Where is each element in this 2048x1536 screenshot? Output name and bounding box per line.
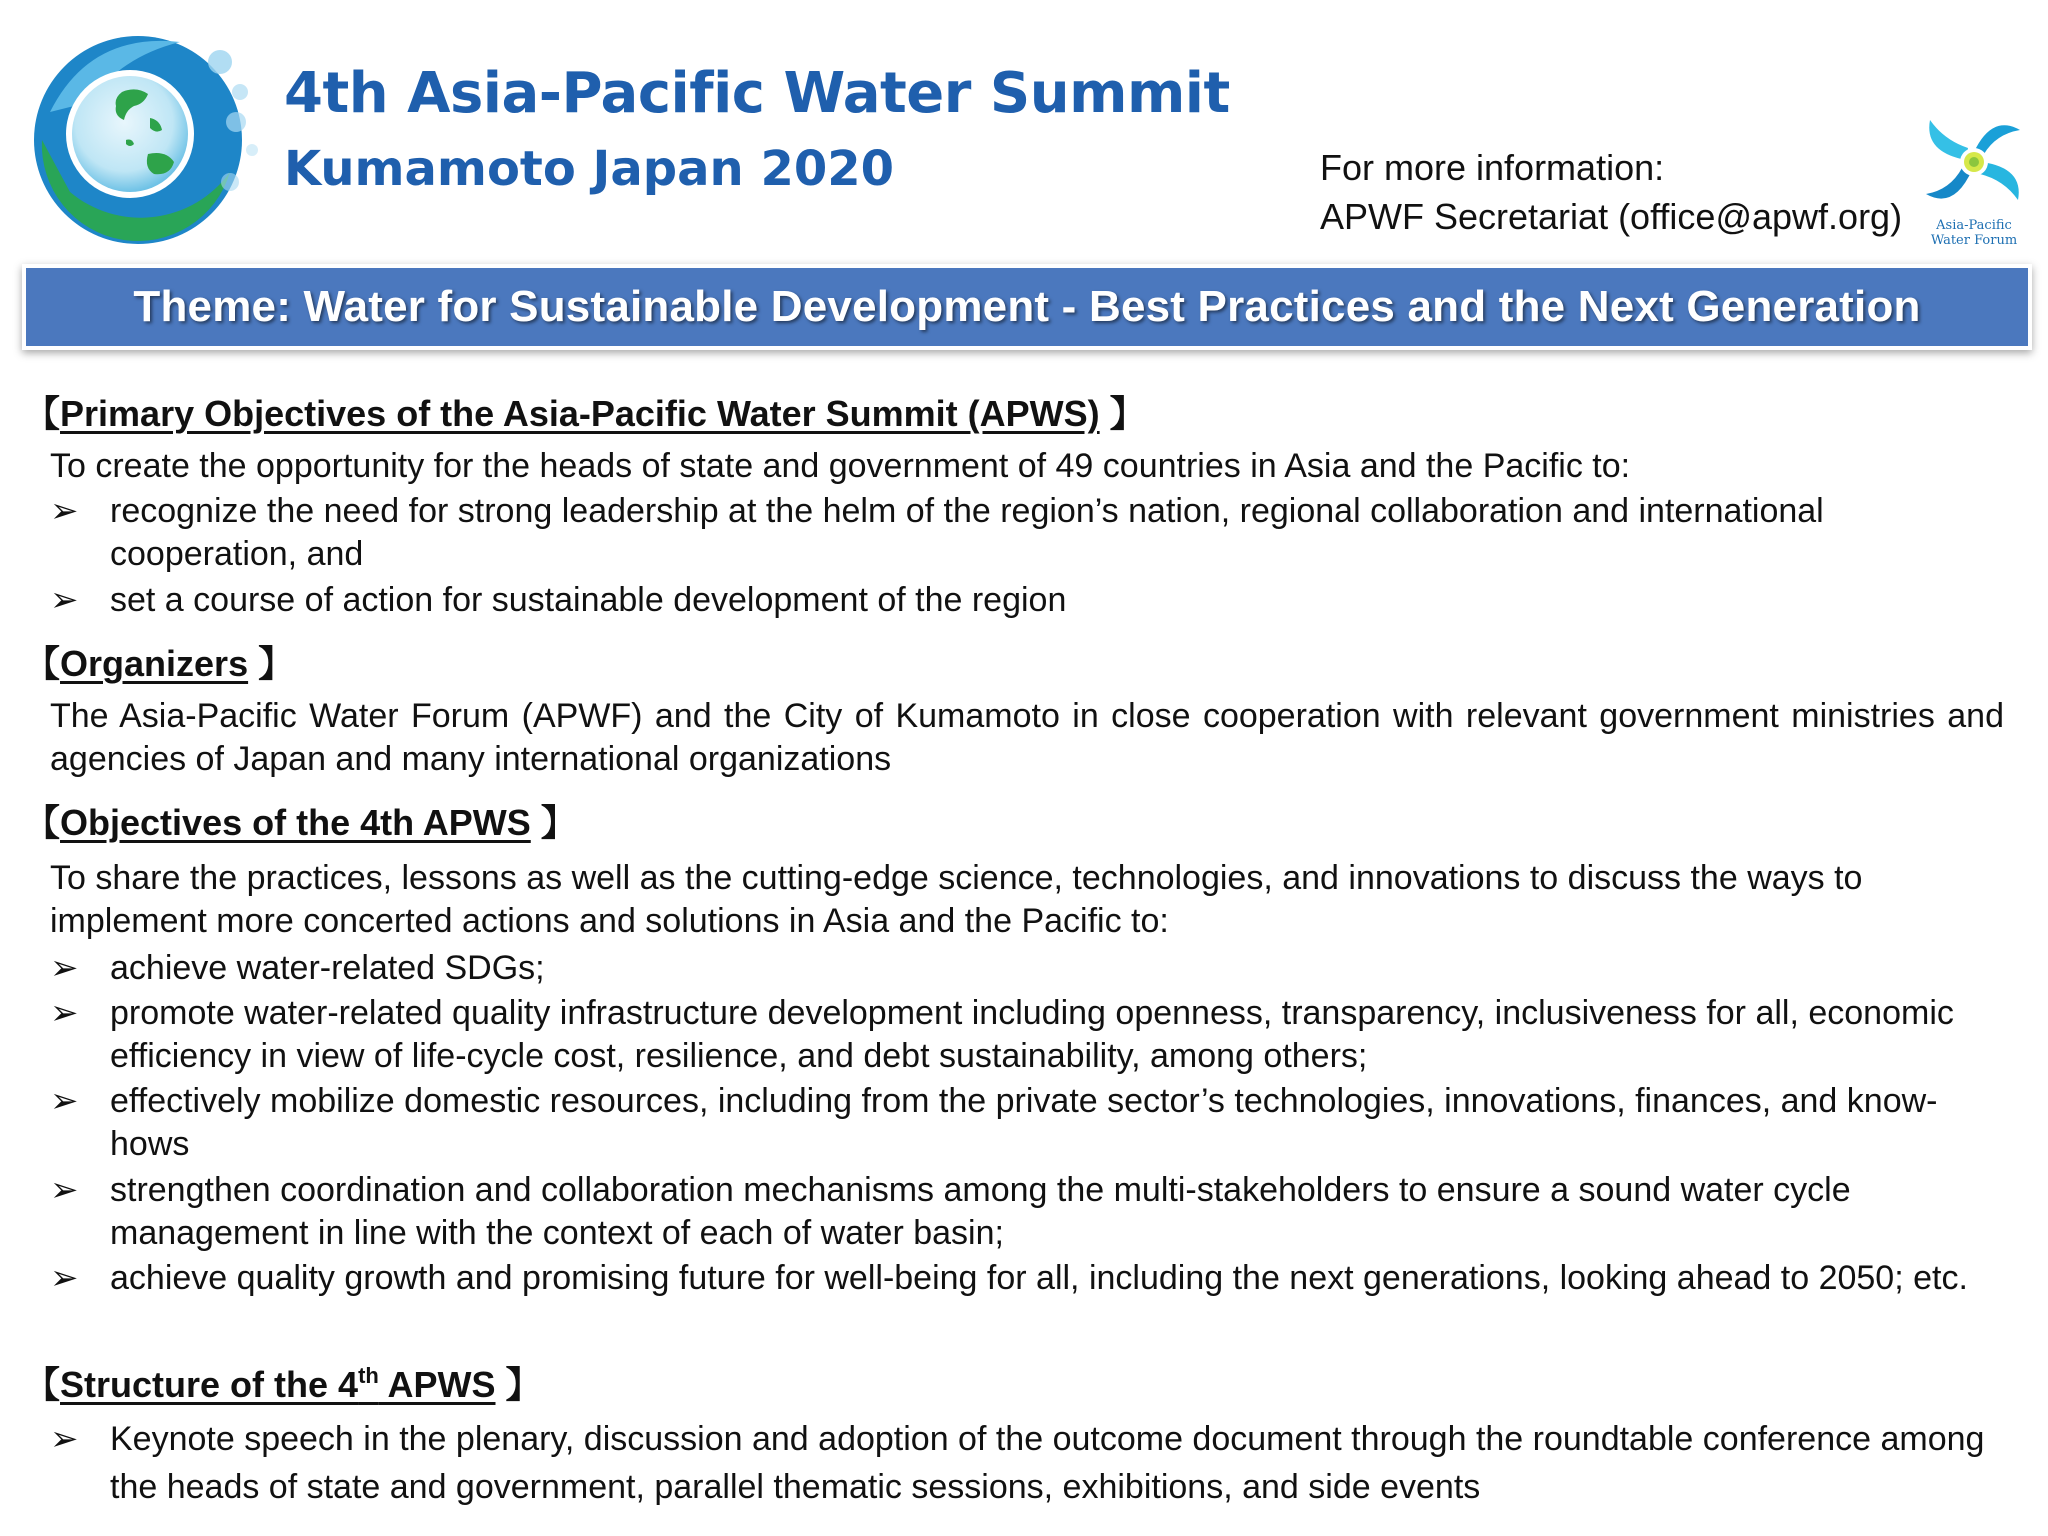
bullet-arrow-icon: ➢ [50, 994, 79, 1032]
section-heading-organizers: 【Organizers 】 [24, 643, 295, 684]
header [0, 0, 2048, 262]
summit-title: 4th Asia-Pacific Water Summit [284, 61, 1230, 126]
section-title: Organizers [60, 643, 249, 684]
apwf-swirl-icon [1916, 104, 2032, 216]
bullet-arrow-icon: ➢ [50, 581, 79, 619]
bullet-arrow-icon: ➢ [50, 1171, 79, 1209]
objectives-intro: To share the practices, lessons as well as the cutting-edge science, technologies, and innovations to discuss the ways to implement more concerted actions and solutions in Asia and the Pacific to: [50, 859, 1863, 940]
bullet-arrow-icon: ➢ [50, 949, 79, 987]
theme-banner [22, 264, 2032, 350]
section-heading-structure: 【Structure of the 4th APWS 】 [24, 1363, 542, 1405]
bullet-arrow-icon: ➢ [50, 1259, 79, 1297]
theme-text: Theme: Water for Sustainable Development - Best Practices and the Next Generation [133, 282, 1921, 331]
summit-subtitle: Kumamoto Japan 2020 [284, 141, 895, 197]
section-title: Structure of the 4th APWS [60, 1363, 496, 1405]
info-contact: APWF Secretariat (office@apwf.org) [1320, 196, 1903, 237]
section-title: Primary Objectives of the Asia-Pacific Water Summit (APWS) [60, 393, 1100, 434]
primary-intro: To create the opportunity for the heads of state and government of 49 countries in Asia and the Pacific to: [50, 447, 1631, 485]
bullet-arrow-icon: ➢ [50, 1082, 79, 1120]
info-label: For more information: [1320, 147, 1665, 188]
organizers-text: The Asia-Pacific Water Forum (APWF) and the City of Kumamoto in close cooperation with relevant government ministries and agencies of Japan and many international organizations [50, 697, 2004, 778]
section-heading-objectives: 【Objectives of the 4th APWS 】 [24, 802, 577, 843]
apwf-logo [1916, 104, 2032, 250]
section-title: Objectives of the 4th APWS [60, 802, 531, 843]
bullet-arrow-icon: ➢ [50, 1420, 79, 1458]
bullet-arrow-icon: ➢ [50, 492, 79, 530]
apwf-logo-text: Asia-Pacific Water Forum [1930, 218, 2018, 248]
section-heading-primary-objectives: 【Primary Objectives of the Asia-Pacific Water Summit (APWS) 】 [24, 393, 1146, 434]
summit-globe-logo [30, 22, 262, 248]
